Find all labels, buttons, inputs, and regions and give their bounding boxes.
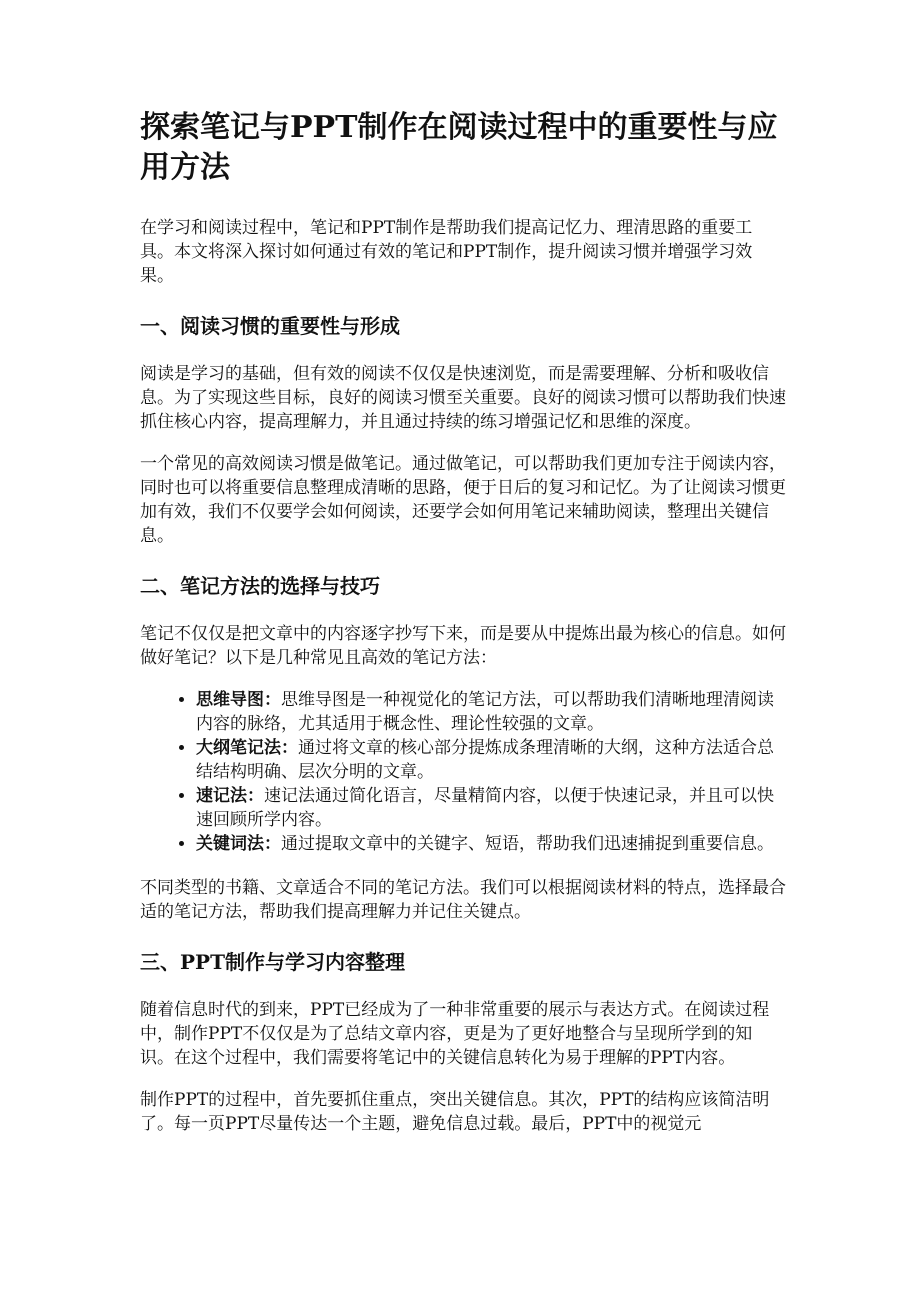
list-item: [196, 784, 786, 832]
note-methods-list: [140, 688, 786, 856]
document-page: [140, 108, 786, 1154]
section-heading-3: 三、PPT制作与学习内容整理: [140, 950, 405, 974]
section-heading-2: 二、笔记方法的选择与技巧: [140, 574, 380, 598]
list-item: [196, 832, 786, 856]
section2-paragraph-2: 不同类型的书籍、文章适合不同的笔记方法。我们可以根据阅读材料的特点，选择最合适的笔记方法，帮助我们提高理解力并记住关键点。: [140, 878, 786, 922]
section3-paragraph-1: 随着信息时代的到来，PPT已经成为了一种非常重要的展示与表达方式。在阅读过程中，制作PPT不仅仅是为了总结文章内容，更是为了更好地整合与呈现所学到的知识。在这个过程中，我们需要将笔记中的关键信息转化为易于理解的PPT内容。: [140, 1000, 770, 1068]
list-item-text: 速记法通过简化语言，尽量精简内容，以便于快速记录，并且可以快速回顾所学内容。: [196, 786, 774, 830]
intro-paragraph: 在学习和阅读过程中，笔记和PPT制作是帮助我们提高记忆力、理清思路的重要工具。本文将深入探讨如何通过有效的笔记和PPT制作，提升阅读习惯并增强学习效果。: [140, 218, 753, 286]
list-item-text: 思维导图是一种视觉化的笔记方法，可以帮助我们清晰地理清阅读内容的脉络，尤其适用于概念性、理论性较强的文章。: [196, 690, 774, 734]
list-item: [196, 688, 786, 736]
list-item-text: 通过提取文章中的关键字、短语，帮助我们迅速捕捉到重要信息。: [281, 834, 774, 854]
page-title: 探索笔记与PPT制作在阅读过程中的重要性与应用方法: [140, 110, 778, 185]
list-item-text: 通过将文章的核心部分提炼成条理清晰的大纲，这种方法适合总结结构明确、层次分明的文章。: [196, 738, 774, 782]
section1-paragraph-1: 阅读是学习的基础，但有效的阅读不仅仅是快速浏览，而是需要理解、分析和吸收信息。为了实现这些目标，良好的阅读习惯至关重要。良好的阅读习惯可以帮助我们快速抓住核心内容，提高理解力，并且通过持续的练习增强记忆和思维的深度。: [140, 364, 786, 432]
section1-paragraph-2: 一个常见的高效阅读习惯是做笔记。通过做笔记，可以帮助我们更加专注于阅读内容，同时也可以将重要信息整理成清晰的思路，便于日后的复习和记忆。为了让阅读习惯更加有效，我们不仅要学会如何阅读，还要学会如何用笔记来辅助阅读，整理出关键信息。: [140, 454, 786, 546]
section2-paragraph-1: 笔记不仅仅是把文章中的内容逐字抄写下来，而是要从中提炼出最为核心的信息。如何做好笔记？以下是几种常见且高效的笔记方法：: [140, 624, 786, 668]
list-item: [196, 736, 786, 784]
list-item-term: 思维导图：: [196, 690, 281, 710]
list-item-term: 速记法：: [196, 786, 264, 806]
list-item-term: 大纲笔记法：: [196, 738, 298, 758]
section3-paragraph-2: 制作PPT的过程中，首先要抓住重点，突出关键信息。其次，PPT的结构应该简洁明了。每一页PPT尽量传达一个主题，避免信息过载。最后，PPT中的视觉元: [140, 1090, 770, 1134]
list-item-term: 关键词法：: [196, 834, 281, 854]
section-heading-1: 一、阅读习惯的重要性与形成: [140, 314, 400, 338]
